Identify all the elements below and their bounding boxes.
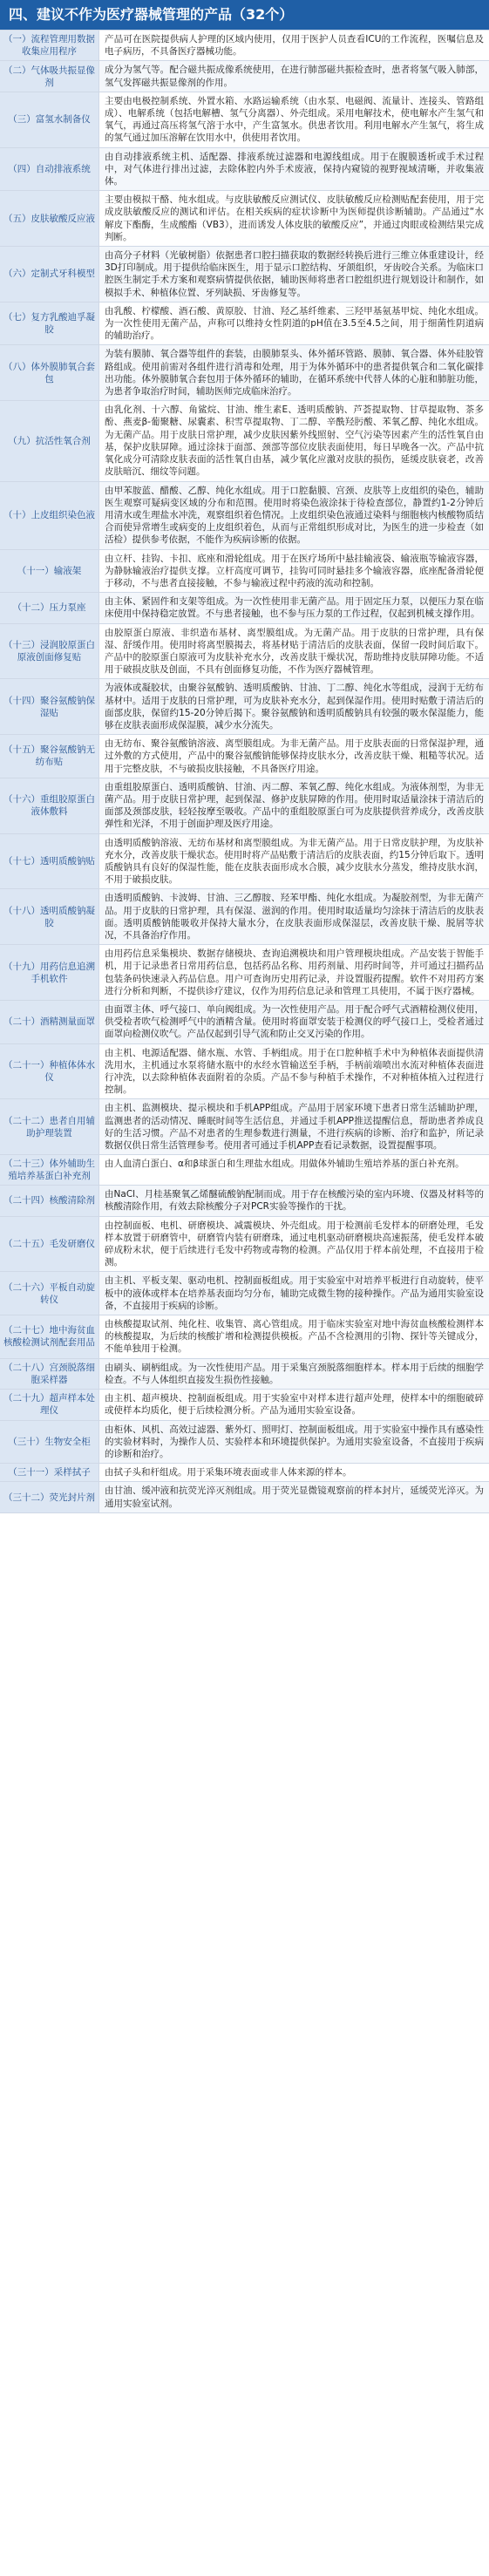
table-row	[0, 482, 489, 550]
table-row	[0, 889, 489, 945]
product-description: 由主机、平板支架、驱动电机、控制面板组成。用于实验室中对培养平板进行自动旋转，使平板中的液体或样本在培养基表面均匀分布，辅助完成微生物的接种操作。产品为通用实验室设备，不直接用于疾病的诊断。	[99, 1272, 489, 1315]
table-row	[0, 31, 489, 61]
product-name: （二十）酒精测量面罩	[0, 1001, 99, 1043]
product-name: （二十一）种植体体水仪	[0, 1044, 99, 1099]
product-name: （一）流程管理用数据收集应用程序	[0, 31, 99, 60]
table-row	[0, 247, 489, 302]
product-description: 由柜体、风机、高效过滤器、紫外灯、照明灯、控制面板组成。用于实验室中操作具有感染性的实验材料时，为操作人员、实验样本和环境提供保护。为通用实验室设备，不直接用于疾病的诊断和治疗。	[99, 1421, 489, 1464]
page-title: 四、建议不作为医疗器械管理的产品（32个）	[0, 0, 489, 30]
product-name: （二十二）患者自用辅助护理装置	[0, 1099, 99, 1154]
product-name: （八）体外膜肺氧合套包	[0, 345, 99, 400]
product-description: 为液体或凝胶状，由聚谷氨酸钠、透明质酸钠、甘油、丁二醇、纯化水等组成，浸润于无纺布基材中。适用于皮肤的日常护理，可为皮肤补充水分，起到保湿作用。使用时贴敷于清洁后的面部皮肤，保留约15-20分钟后揭下。聚谷氨酸钠和透明质酸钠具有较强的吸水保湿能力，能够在皮肤表面形成保湿膜，减少水分流失。	[99, 679, 489, 734]
product-name: （十一）输液架	[0, 550, 99, 593]
product-description: 由乳化剂、十六醇、角鲨烷、甘油、维生素E、透明质酸钠、芦荟提取物、甘草提取物、茶多酚、燕麦β-葡聚糖、尿囊素、积雪草提取物、丁二醇、辛酰羟肟酸、苯氧乙醇、纯化水组成。为无菌产品。用于皮肤日常护理，减少皮肤因紫外线照射、空气污染等因素产生的活性氧自由基，保护皮肤屏障。通过涂抹于面部、颈部等部位皮肤表面使用，每日早晚各一次。产品中抗氧化成分可清除皮肤表面的活性氧自由基，减少氧化应激对皮肤的损伤，延缓皮肤衰老，改善皮肤暗沉、细纹等问题。	[105, 404, 484, 478]
product-name: （十七）透明质酸钠贴	[0, 834, 99, 889]
table-row	[0, 302, 489, 346]
table-row	[0, 778, 489, 834]
product-description: 由人血清白蛋白、α和β球蛋白和生理盐水组成。用做体外辅助生殖培养基的蛋白补充剂。	[105, 1159, 465, 1170]
table-row	[0, 148, 489, 192]
product-name: （二十七）地中海贫血核酸检测试剂配套用品	[0, 1315, 99, 1358]
product-description: 由主体、紧固件和支架等组成。为一次性使用非无菌产品。用于固定压力泵，以便压力泵在临床使用中保持稳定放置。不与患者接触，也不参与压力泵的工作过程，仅起到机械支撑作用。	[99, 593, 489, 622]
table-row	[0, 593, 489, 623]
product-name: （二十六）平板自动旋转仪	[0, 1272, 99, 1315]
product-name: （三）富氢水制备仪	[0, 92, 99, 147]
product-description: 由用药信息采集模块、数据存储模块、查询追溯模块和用户管理模块组成。产品安装于智能手机，用于记录患者日常用药信息，包括药品名称、用药剂量、用药时间等，并可通过扫描药品包装条码快速录入药品信息。用户可查询历史用药记录，并设置服药提醒。软件不对用药方案进行分析和判断，不提供诊疗建议，仅作为用药信息记录和管理工具使用，不属于医疗器械。	[105, 948, 484, 996]
table-row	[0, 1272, 489, 1315]
product-name: （十九）用药信息追溯手机软件	[0, 945, 99, 1000]
product-name: （六）定制式牙科模型	[0, 247, 99, 302]
product-name: （十五）聚谷氨酸钠无纺布贴	[0, 735, 99, 778]
product-description: 由透明质酸钠溶液、无纺布基材和离型膜组成。为非无菌产品。用于日常皮肤护理，为皮肤补充水分，改善皮肤干燥状态。使用时将产品贴敷于清洁后的皮肤表面，约15分钟后取下。透明质酸钠具有良好的保湿性能，能在皮肤表面形成水合膜，减少皮肤水分蒸发，维持皮肤水润，不用于破损皮肤。	[105, 837, 484, 886]
product-table	[0, 30, 489, 1513]
table-row	[0, 1359, 489, 1390]
product-name: （四）自动排液系统	[0, 148, 99, 191]
product-name: （二十四）核酸清除剂	[0, 1186, 99, 1215]
table-row	[0, 735, 489, 778]
table-row	[0, 1044, 489, 1100]
product-name: （十二）压力泵座	[0, 593, 99, 622]
table-row	[0, 1464, 489, 1482]
product-description: 由立杆、挂钩、卡扣、底座和滑轮组成。用于在医疗场所中悬挂输液袋、输液瓶等输液容器，为静脉输液治疗提供支撑。立杆高度可调节，挂钩可同时悬挂多个输液容器，底座配备滑轮便于移动，不与患者直接接触，不参与输液过程中药液的流动和控制。	[105, 553, 484, 588]
product-name: （七）复方乳酸迪孚凝胶	[0, 302, 99, 345]
table-row	[0, 1186, 489, 1216]
table-row	[0, 679, 489, 735]
product-description: 由透明质酸钠、卡波姆、甘油、三乙醇胺、羟苯甲酯、纯化水组成。为凝胶剂型，为非无菌产品。用于皮肤的日常护理，具有保湿、滋润的作用。使用时取适量均匀涂抹于清洁后的皮肤表面。透明质酸钠能吸收并保持大量水分，在皮肤表面形成保湿层，改善皮肤干燥、脱屑等状况，不具备治疗作用。	[99, 889, 489, 944]
product-name: （三十一）采样拭子	[0, 1464, 99, 1481]
product-description: 由高分子材料（光敏树脂）依据患者口腔扫描获取的数据经转换后进行三维立体重建设计，经3D打印制成。用于提供给临床医生，用于显示口腔结构、牙颌组织，牙齿咬合关系。为临床口腔医生制定手术方案和观察病情提供依据，辅助医师将患者口腔组织进行规划设计和制作，如模拟手术、种植体位置、牙列缺损、牙齿修复等。	[99, 247, 489, 302]
product-name: （三十）生物安全柜	[0, 1421, 99, 1464]
product-description: 产品可在医院提供病人护理的区域内使用，仅用于医护人员查看ICU的工作流程，医嘱信息及电子病历，不具备医疗器械功能。	[105, 34, 484, 58]
product-name: （三十二）荧光封片剂	[0, 1482, 99, 1512]
product-description: 由拭子头和杆组成。用于采集环境表面或非人体来源的样本。	[105, 1467, 352, 1478]
table-row	[0, 401, 489, 481]
product-description: 由无纺布、聚谷氨酸钠溶液、离型膜组成。为非无菌产品。用于皮肤表面的日常保湿护理，通过外敷的方式使用，产品中的聚谷氨酸钠能够保持皮肤水分，改善皮肤干燥、粗糙等状况。适用于完整皮肤，不与破损皮肤接触，不具备医疗用途。	[105, 738, 484, 774]
product-name: （十三）浸润胶原蛋白原液创面修复贴	[0, 624, 99, 679]
product-description: 由甘油、缓冲液和抗荧光淬灭剂组成。用于荧光显微镜观察前的样本封片，延缓荧光淬灭。为通用实验室试剂。	[99, 1482, 489, 1512]
product-description: 由自动排液系统主机、适配器、排液系统过滤器和电源线组成。用于在腹膜透析或手术过程中，对气体进行排出过滤，去除体腔内外手术废液，保持内窥镜的视野视域清晰，并收集液体。	[99, 148, 489, 191]
table-row	[0, 624, 489, 680]
product-description: 由主机、电源适配器、储水瓶、水管、手柄组成。用于在口腔种植手术中为种植体表面提供清洗用水，主机通过水泵将储水瓶中的水经水管输送至手柄，手柄前端喷出水流对种植体表面进行冲洗，以去除种植体表面附着的杂质。产品不参与种植手术操作，不对种植体植入过程进行控制。	[105, 1047, 484, 1096]
table-row	[0, 550, 489, 594]
product-description: 由主机、超声模块、控制面板组成。用于实验室中对样本进行超声处理，使样本中的细胞破碎或使样本均质化，便于后续检测分析。产品为通用实验室设备。	[105, 1393, 484, 1417]
product-name: （十四）聚谷氨酸钠保湿贴	[0, 679, 99, 734]
table-row	[0, 834, 489, 890]
table-row	[0, 1217, 489, 1273]
product-description: 成分为氢气等。配合磁共振成像系统使用，在进行肺部磁共振检查时，患者将氢气吸入肺部，氢气发挥磁共振显像剂的作用。	[99, 61, 489, 91]
product-name: （五）皮肤敏酸反应液	[0, 191, 99, 246]
product-description: 由核酸提取试剂、纯化柱、收集管、离心管组成。用于临床实验室对地中海贫血核酸检测样本的核酸提取，为后续的核酸扩增和检测提供模板。产品不含检测用的引物、探针等关键成分，不能单独用于检测。	[105, 1319, 484, 1355]
product-name: （二十八）宫颈脱落细胞采样器	[0, 1359, 99, 1389]
product-description: 主要由电极控制系统、外置水箱、水路运输系统（由水泵、电磁阀、流量计、连接头、管路组成）、电解系统（包括电解槽、氢气分离器）、外壳组成。采用电解技术，使电解水产生氢气和氧气，再通过高压将氢气溶于水中，产生富氢水。供患者饮用。利用电解水产生氢气，将生成的氢气通过加压溶解在饮用水中，供使用者饮用。	[105, 95, 484, 144]
product-description: 由主机、监测模块、提示模块和手机APP组成。产品用于居家环境下患者日常生活辅助护理，监测患者的活动情况、睡眠时间等生活信息，并通过手机APP推送提醒信息，帮助患者养成良好的生活习惯。产品不对患者的生理参数进行测量，不进行疾病的诊断、治疗和监护，所记录数据仅供日常生活管理参考。使用者可通过手机APP查看记录数据，设置提醒事项。	[99, 1099, 489, 1154]
product-name: （九）抗活性氧合剂	[0, 401, 99, 480]
product-name: （二十三）体外辅助生殖培养基蛋白补充剂	[0, 1155, 99, 1185]
product-description: 主要由模拟干酪、纯水组成。与皮肤敏酸反应测试仪、皮肤敏酸反应检测贴配套使用，用于完成皮肤敏酸反应的测试和评估。在相关疾病的症状诊断中为医师提供诊断辅助。产品通过“水解皮下酯酶，生成酸酯（VB3），进而诱发人体皮肤的敏酸反应”，并通过肉眼或检测结果完成判断。	[105, 194, 484, 242]
product-description: 由NaCl、月桂基聚氧乙烯醚硫酸钠配制而成。用于存在核酸污染的室内环境、仪器及材料等的核酸清除作用，有效去除核酸分子对PCR实验等操作的干扰。	[99, 1186, 489, 1215]
table-row	[0, 1421, 489, 1465]
product-description: 由重组胶原蛋白、透明质酸钠、甘油、丙二醇、苯氧乙醇、纯化水组成。为液体剂型，为非无菌产品。用于皮肤日常护理，起到保湿、修护皮肤屏障的作用。使用时取适量涂抹于清洁后的面部及颈部皮肤，轻轻按摩至吸收。产品中的重组胶原蛋白可为皮肤提供营养成分，改善皮肤弹性和光泽，不用于创面护理及医疗用途。	[99, 778, 489, 833]
table-row	[0, 61, 489, 92]
table-row	[0, 92, 489, 148]
product-description: 由刷头、刷柄组成。为一次性使用产品。用于采集宫颈脱落细胞样本。样本用于后续的细胞学检查。不与人体组织直接发生损伤性接触。	[99, 1359, 489, 1389]
product-description: 由胶原蛋白原液、非织造布基材、离型膜组成。为无菌产品。用于皮肤的日常护理，具有保湿、舒缓作用。使用时将离型膜揭去，将基材贴于清洁后的皮肤表面，保留一段时间后取下。产品中的胶原蛋白原液可为皮肤补充水分，改善皮肤干燥状况，帮助维持皮肤屏障功能。不适用于破损皮肤及创面，不具有创面修复功能，不作为医疗器械管理。	[105, 627, 484, 676]
product-name: （十八）透明质酸钠凝胶	[0, 889, 99, 944]
table-row	[0, 1155, 489, 1186]
product-name: （二）气体吸共振显像剂	[0, 61, 99, 91]
product-description: 由面罩主体、呼气接口、单向阀组成。为一次性使用产品。用于配合呼气式酒精检测仪使用，供受检者吹气检测呼气中的酒精含量。使用时将面罩安装于检测仪的呼气接口上，受检者通过面罩向检测仪吹气。产品仅起到引导气流和防止交叉污染的作用。	[99, 1001, 489, 1043]
product-name: （十）上皮组织染色液	[0, 482, 99, 549]
table-row	[0, 1315, 489, 1359]
product-name: （二十五）毛发研磨仪	[0, 1217, 99, 1272]
product-description: 由乳酸、柠檬酸、酒石酸、黄原胶、甘油、羟乙基纤维素、三羟甲基氨基甲烷、纯化水组成。为一次性使用无菌产品，声称可以维持女性阴道的pH值在3.5至4.5之间，用于细菌性阴道病的辅助治疗。	[105, 305, 484, 342]
product-name: （十六）重组胶原蛋白液体敷料	[0, 778, 99, 833]
table-row	[0, 1390, 489, 1420]
table-row	[0, 1482, 489, 1512]
table-row	[0, 1001, 489, 1044]
product-name: （二十九）超声样本处理仪	[0, 1390, 99, 1419]
product-description: 由控制面板、电机、研磨模块、减震模块、外壳组成。用于检测前毛发样本的研磨处理，毛发样本放置于研磨管中，研磨管内装有研磨珠，通过电机驱动研磨模块高速振荡，使毛发样本破碎成粉末状，便于后续进行毛发中药物或毒物的检测。产品仅用于样本前处理，不直接用于检测。	[105, 1220, 484, 1268]
table-row	[0, 345, 489, 401]
table-row	[0, 1099, 489, 1155]
product-description: 为装有膜肺、氧合器等组件的套装，由膜肺泵头、体外循环管路、膜肺、氧合器、体外硅胶管路组成。使用前需对各组件进行消毒和处理，用于为体外循环中的患者提供氧合和二氧化碳排出功能。体外膜肺氧合套包用于体外循环的辅助，在循环系统中代替人体的心脏和肺脏功能，为患者争取治疗时间，辅助医师完成临床治疗。	[99, 345, 489, 400]
table-row	[0, 945, 489, 1001]
table-row	[0, 191, 489, 247]
product-description: 由甲苯胺蓝、醋酸、乙醇、纯化水组成。用于口腔黏膜、宫颈、皮肤等上皮组织的染色，辅助医生观察可疑病变区域的分布和范围。使用时将染色液涂抹于待检查部位，静置约1-2分钟后用清水或生理盐水冲洗，观察组织着色情况。上皮组织染色液通过染料与细胞核内核酸物质结合而使异常增生或病变的上皮组织着色，从而与正常组织形成对比，为医生的进一步检查（如活检）提供参考依据，不能作为疾病诊断的依据。	[99, 482, 489, 549]
